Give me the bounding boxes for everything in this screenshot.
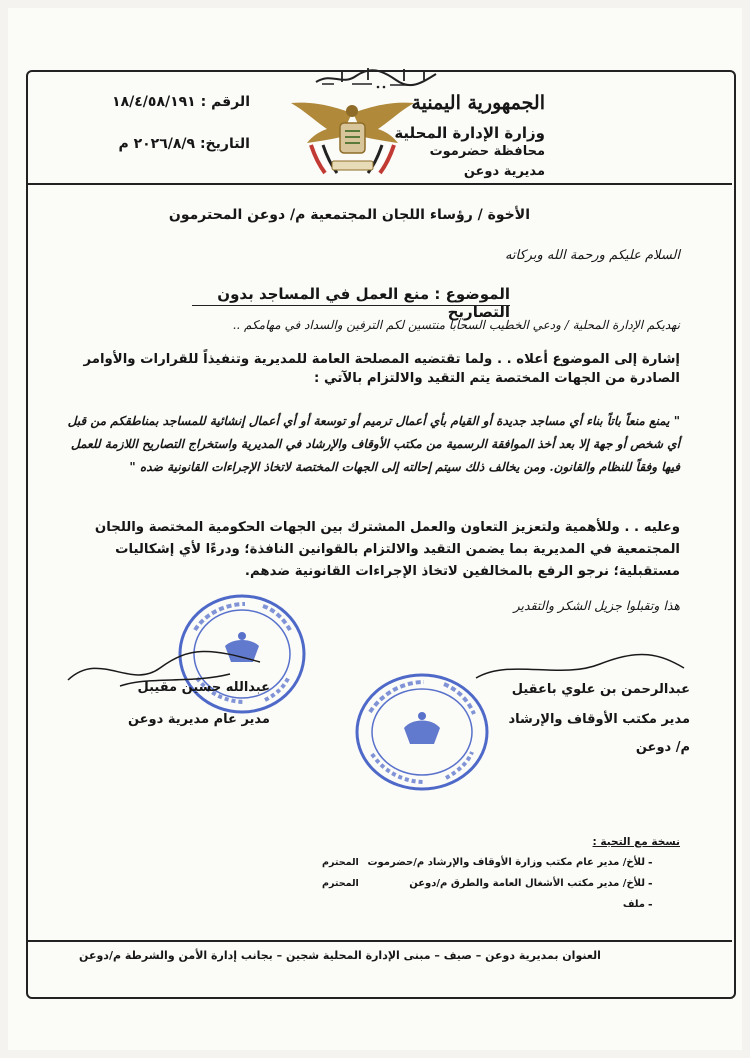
date-label: التاريخ: [199, 136, 250, 152]
org-ministry: وزارة الإدارة المحلية [394, 124, 545, 142]
copy-note-1: المحترم [322, 857, 359, 868]
org-governorate: محافظة حضرموت [429, 144, 545, 159]
date-value: ٢٠٢٦/٨/٩ م [118, 136, 196, 152]
reference-label: الرقم : [200, 94, 250, 110]
copy-dash-3: - [648, 898, 653, 911]
copy-dash-1: - [648, 856, 653, 869]
greeting: السلام عليكم ورحمة الله وبركاته [504, 248, 680, 263]
subject-text: منع العمل في المساجد بدون التصاريح [217, 285, 510, 321]
left-signatory-title: مدير عام مديرية دوعن [127, 712, 270, 727]
subject-line [180, 285, 510, 321]
letter-date [60, 136, 250, 152]
body-paragraph-1: إشارة إلى الموضوع أعلاه . . ولما تقتضيه المصلحة العامة للمديرية وتنفيذاً للقرارات والأوامر الصادرة من الجهات المختصة يتم التقيد والالتزام بالآتي : [83, 352, 680, 386]
directive-quote: " يمنع منعاً باتاً بناء أي مساجد جديدة أو القيام بأي أعمال ترميم أو توسعة أو أي أعمال إنشائية للمساجد بمناطقكم من قبل أي شخص أو جهة إلا بعد أخذ الموافقة الرسمية من مكتب الأوقاف والإرشاد في المديرية واستخراج التصاريح اللازمة للعمل فيها وفقاً للنظام والقانون. ومن يخالف ذلك سيتم إحالته إلى الجهات المختصة لاتخاذ الإجراءات القانونية ضده " [67, 414, 680, 474]
copy-dash-2: - [648, 877, 653, 890]
subject-underline [192, 305, 510, 306]
copy-note-2: المحترم [322, 878, 359, 889]
copy-item-1: للأخ/ مدير عام مكتب وزارة الأوقاف والإرشاد م/حضرموت [367, 857, 645, 868]
body-paragraph-2: وعليه . . وللأهمية ولتعزيز التعاون والعمل المشترك بين الجهات الحكومية المختصة واللجان المجتمعية في المديرية بما يضمن التقيد والالتزام بالقوانين النافذة؛ ودرءًا لأي إشكاليات مستقبلية؛ نرجو الرفع بالمخالفين لاتخاذ الإجراءات القانونية ضدهم. [94, 520, 680, 579]
right-signatory-place: م/ دوعن [635, 740, 690, 755]
addressee: الأخوة / رؤساء اللجان المجتمعية م/ دوعن المحترمون [168, 207, 530, 223]
org-district: مديرية دوعن [463, 164, 545, 179]
org-republic: الجمهورية اليمنية [411, 92, 545, 114]
basmala-calligraphy [312, 66, 440, 90]
right-signatory-title: مدير مكتب الأوقاف والإرشاد [508, 712, 690, 727]
subject-label: الموضوع : [434, 285, 510, 303]
reference-number [60, 94, 250, 110]
header-divider [26, 183, 732, 185]
footer-address: العنوان بمديرية دوعن – صيف – مبنى الإدارة المحلية شجين – بجانب إدارة الأمن والشرطة م/دوعن [79, 949, 601, 962]
copies-title: نسخة مع التحية : [592, 836, 680, 848]
copy-item-2: للأخ/ مدير مكتب الأشغال العامة والطرق م/دوعن [409, 878, 645, 889]
handwritten-note: نهديكم الإدارة المحلية / ودعي الخطيب السحابا منتسين لكم الترفين والسداد في مهامكم .. [232, 318, 680, 332]
copy-item-3: ملف [622, 899, 645, 910]
reference-value: ١٨/٤/٥٨/١٩١ [112, 94, 196, 110]
left-signatory-name: عبدالله حسين مقيبل [137, 680, 270, 695]
closing-line: هذا وتقبلوا جزيل الشكر والتقدير [513, 598, 680, 613]
footer-divider [26, 940, 732, 942]
right-signatory-name: عبدالرحمن بن علوي باعقيل [511, 682, 690, 697]
